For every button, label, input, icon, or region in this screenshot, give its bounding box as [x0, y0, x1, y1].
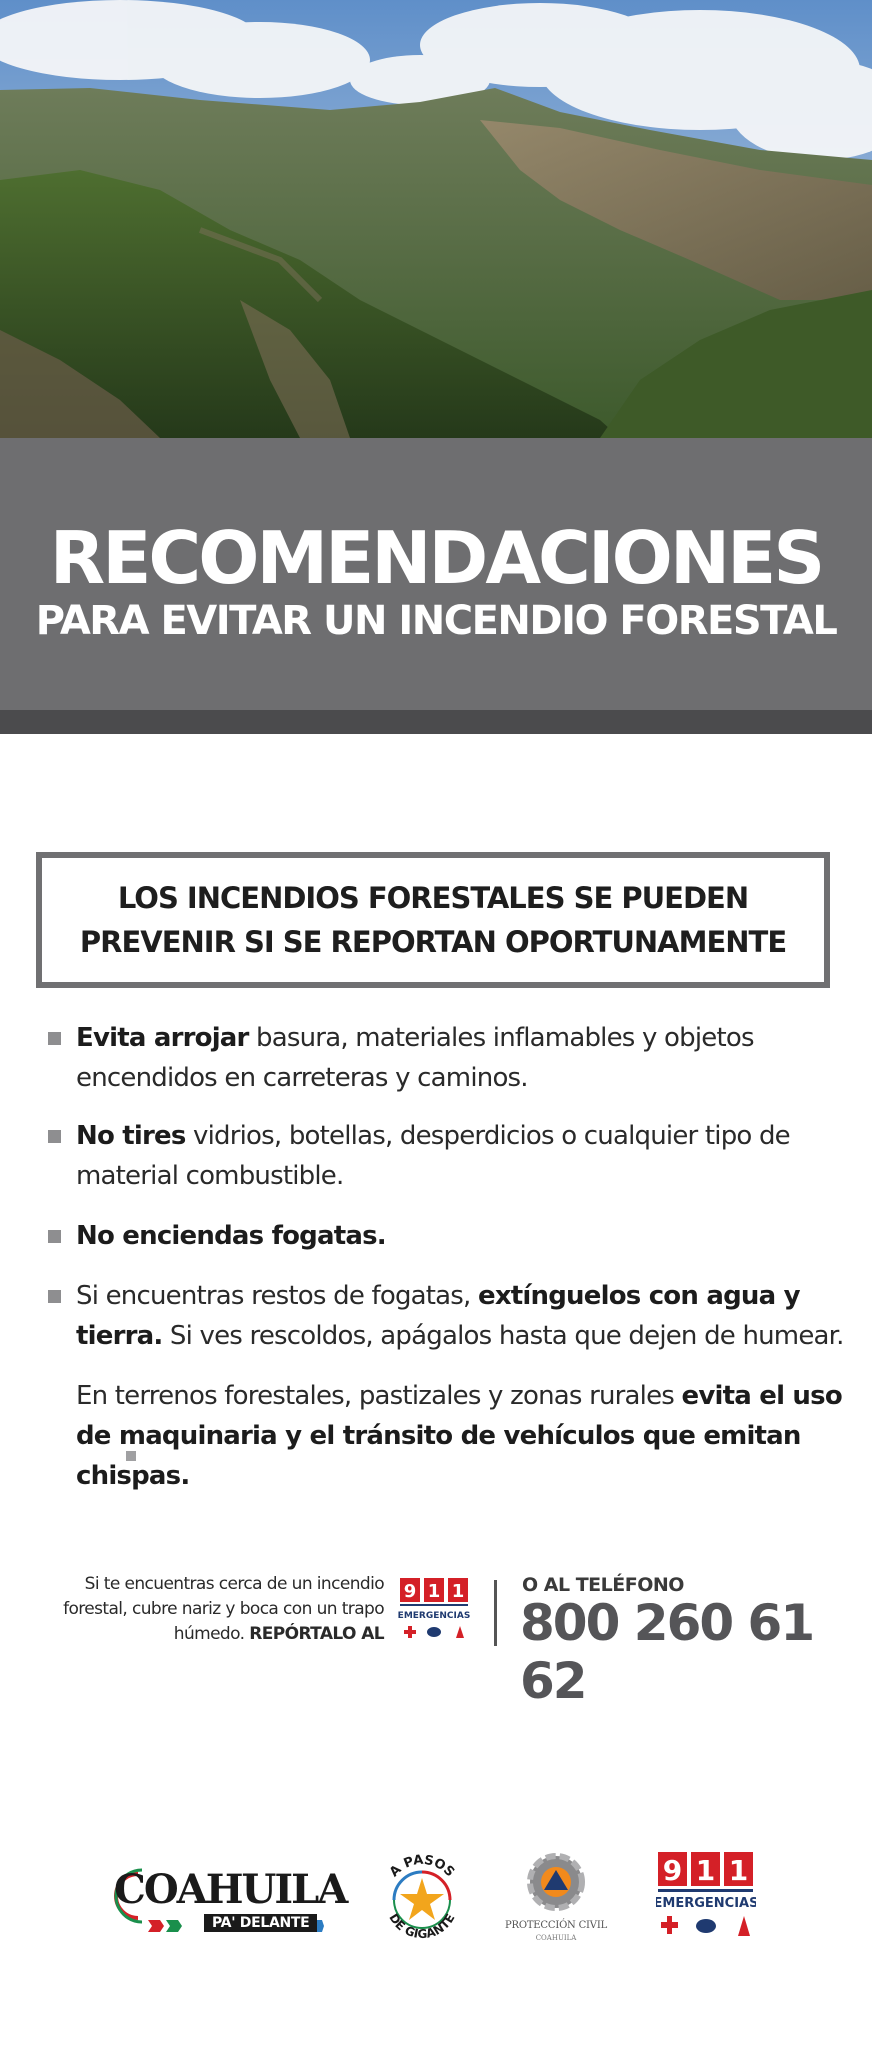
svg-text:A PASOS	[387, 1853, 457, 1880]
digit-1: 1	[695, 1854, 716, 1887]
square-bullet-icon	[48, 1290, 61, 1303]
phone-number[interactable]: 800 260 61 62	[520, 1594, 814, 1710]
recommendation-text: Evita arrojar basura, materiales inflamables y objetos encendidos en carreteras y caminos.	[76, 1023, 754, 1093]
notice-line-2: PREVENIR SI SE REPORTAN OPORTUNAMENTE	[79, 925, 787, 959]
recommendation-text: No tires vidrios, botellas, desperdicios o cualquier tipo de material combustible.	[76, 1121, 790, 1191]
recommendation-text: Si encuentras restos de fogatas, extínguelos con agua y tierra. Si ves rescoldos, apágalos hasta que dejen de humear.	[76, 1281, 844, 1351]
digit-1b: 1	[728, 1854, 749, 1887]
square-bullet-icon	[48, 1230, 61, 1243]
digit-9: 9	[403, 1581, 417, 1602]
report-line-3: húmedo. REPÓRTALO AL	[173, 1624, 384, 1644]
coahuila-logo	[108, 1858, 347, 1934]
report-instructions	[20, 1572, 384, 1647]
pasos-top-text: A PASOS	[386, 1852, 458, 1881]
notice-line-1: LOS INCENDIOS FORESTALES SE PUEDEN	[117, 881, 749, 915]
report-line-1: Si te encuentras cerca de un incendio	[84, 1574, 384, 1594]
recommendation-text: En terrenos forestales, pastizales y zonas rurales evita el uso de maquinaria y el tránsito de vehículos que emitan chispas.	[76, 1381, 842, 1491]
square-bullet-icon	[48, 1130, 61, 1143]
page-title: RECOMENDACIONES	[49, 516, 823, 600]
digit-1: 1	[427, 1581, 441, 1602]
a-pasos-de-gigante-logo	[374, 1844, 470, 1950]
digit-9: 9	[662, 1854, 683, 1887]
pasos-bottom-text: DE GIGANTE	[386, 1911, 458, 1942]
proteccion-civil-name: PROTECCIÓN CIVIL	[504, 1920, 608, 1931]
stray-bullet-mark	[126, 1451, 136, 1461]
prevention-notice-box	[36, 852, 830, 988]
hero-mountain-image	[0, 0, 872, 438]
emergencias-label: EMERGENCIAS	[656, 1896, 756, 1911]
recommendation-text: No enciendas fogatas.	[76, 1221, 386, 1251]
emergencias-label: EMERGENCIAS	[398, 1611, 471, 1621]
proteccion-civil-logo	[500, 1850, 612, 1948]
coahuila-wordmark: COAHUILA	[114, 1866, 347, 1913]
phone-label: O AL TELÉFONO	[522, 1574, 684, 1596]
page-subtitle: PARA EVITAR UN INCENDIO FORESTAL	[35, 598, 837, 644]
vertical-divider	[494, 1580, 497, 1646]
svg-text:DE GIGANTE	[386, 1911, 457, 1941]
emergency-911-logo-small	[398, 1578, 472, 1648]
report-line-2: forestal, cubre nariz y boca con un trapo	[63, 1599, 384, 1619]
emergency-911-logo	[656, 1852, 756, 1944]
square-bullet-icon	[48, 1032, 61, 1045]
digit-1b: 1	[451, 1581, 465, 1602]
coahuila-slogan: PA' DELANTE	[204, 1914, 317, 1932]
proteccion-civil-state: COAHUILA	[535, 1934, 577, 1942]
title-banner	[0, 438, 872, 734]
